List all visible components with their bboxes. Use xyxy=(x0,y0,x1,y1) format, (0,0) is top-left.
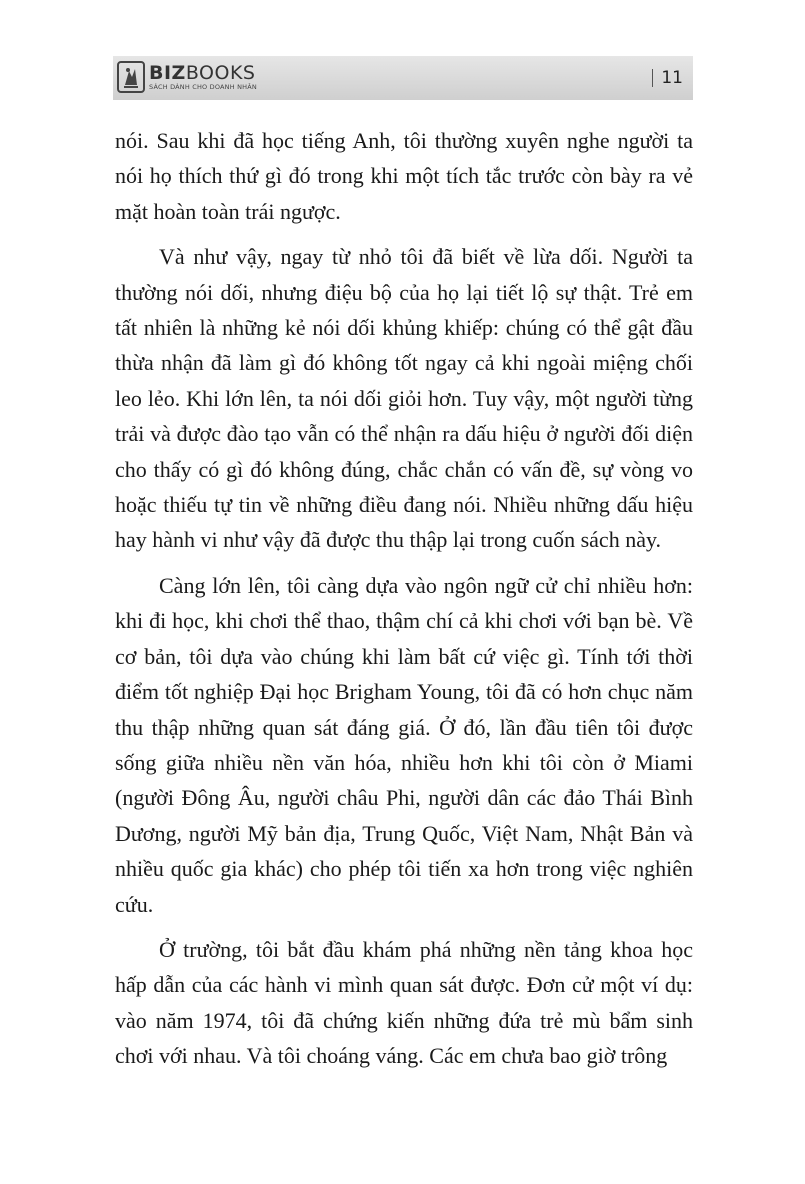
paragraph: Và như vậy, ngay từ nhỏ tôi đã biết về lừa dối. Người ta thường nói dối, nhưng điệu bộ của họ lại tiết lộ sự thật. Trẻ em tất nhiên là những kẻ nói dối khủng khiếp: chúng có thể gật đầu thừa nhận đã làm gì đó không tốt ngay cả khi ngoài miệng chối leo lẻo. Khi lớn lên, ta nói dối giỏi hơn. Tuy vậy, một người từng trải và được đào tạo vẫn có thể nhận ra dấu hiệu ở người đối diện cho thấy có gì đó không đúng, chắc chắn có vấn đề, sự vòng vo hoặc thiếu tự tin về những điều đang nói. Nhiều những dấu hiệu hay hành vi như vậy đã được thu thập lại trong cuốn sách này. xyxy=(115,244,693,553)
paragraph: nói. Sau khi đã học tiếng Anh, tôi thường xuyên nghe người ta nói họ thích thứ gì đó trong khi một tích tắc trước còn bày ra vẻ mặt hoàn toàn trái ngược. xyxy=(115,128,693,224)
bizbooks-logo-icon xyxy=(117,61,145,93)
page-number: 11 xyxy=(661,68,683,88)
bizbooks-logo xyxy=(117,61,257,93)
brand-tagline: SÁCH DÀNH CHO DOANH NHÂN xyxy=(149,82,257,91)
paragraph: Càng lớn lên, tôi càng dựa vào ngôn ngữ cử chỉ nhiều hơn: khi đi học, khi chơi thể thao, thậm chí cả khi chơi với bạn bè. Về cơ bản, tôi dựa vào chúng khi làm bất cứ việc gì. Tính tới thời điểm tốt nghiệp Đại học Brigham Young, tôi đã có hơn chục năm thu thập những quan sát đáng giá. Ở đó, lần đầu tiên tôi được sống giữa nhiều nền văn hóa, nhiều hơn khi tôi còn ở Miami (người Đông Âu, người châu Phi, người dân các đảo Thái Bình Dương, người Mỹ bản địa, Trung Quốc, Việt Nam, Nhật Bản và nhiều quốc gia khác) cho phép tôi tiến xa hơn trong việc nghiên cứu. xyxy=(115,572,693,917)
running-header xyxy=(113,56,693,100)
brand-name: BIZBOOKS xyxy=(149,61,256,84)
page-number-area xyxy=(652,68,683,88)
page-number-separator xyxy=(652,69,653,87)
body-text xyxy=(115,123,693,1074)
paragraph: Ở trường, tôi bắt đầu khám phá những nền tảng khoa học hấp dẫn của các hành vi mình quan sát được. Đơn cử một ví dụ: vào năm 1974, tôi đã chứng kiến những đứa trẻ mù bẩm sinh chơi với nhau. Và tôi choáng váng. Các em chưa bao giờ trông xyxy=(115,936,693,1069)
